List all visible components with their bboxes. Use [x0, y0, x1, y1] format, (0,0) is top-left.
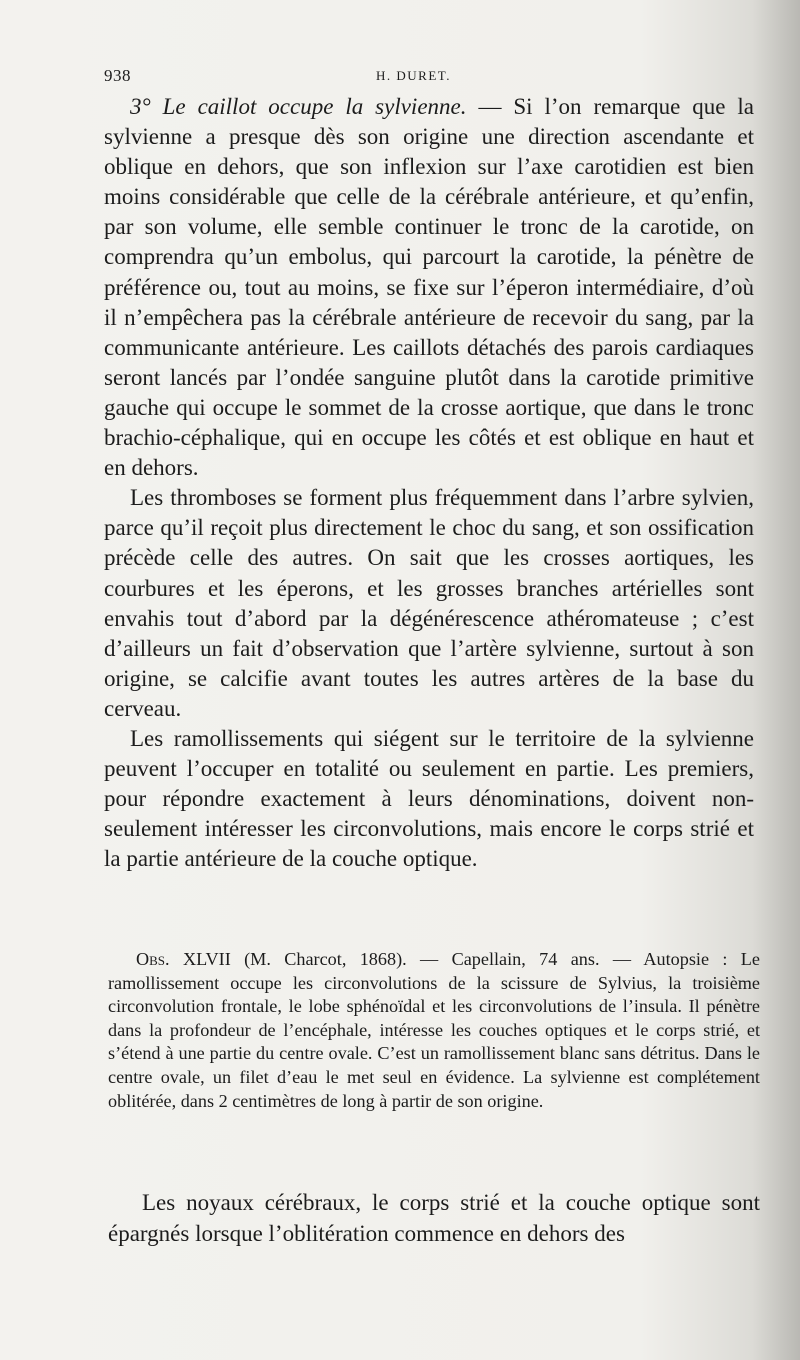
observation-note	[108, 948, 760, 1113]
final-text	[108, 1188, 760, 1249]
section-text: — Si l’on remarque que la sylvienne a presque dès son origine une direction ascendante et oblique en dehors, que son inflexion sur l’axe carotidien est bien moins considérable que celle de la cérébrale antérieure, et qu’enfin, par son volume, elle semble continuer le tronc de la carotide, on comprendra qu’un embolus, qui parcourt la carotide, la pénètre de préférence ou, tout au moins, se fixe sur l’éperon intermédiaire, d’où il n’empêchera pas la cérébrale antérieure de recevoir du sang, par la communicante antérieure. Les caillots détachés des parois cardiaques seront lancés par l’ondée sanguine plutôt dans la carotide primitive gauche qui occupe le sommet de la crosse aortique, que dans le tronc brachio-céphalique, qui en occupe les côtés et est oblique en haut et en dehors.	[104, 94, 754, 481]
main-text	[104, 92, 754, 874]
observation-text: XLVII (M. Charcot, 1868). — Capellain, 74 ans. — Autopsie : Le ramollissement occupe les circonvolutions de la scissure de Sylvius, la troisième circonvolution frontale, le lobe sphénoïdal et les circonvolutions de l’insula. Il pénètre dans la profondeur de l’encéphale, intéresse les couches optiques et le corps strié, et s’étend à une partie du centre ovale. C’est un ramollissement blanc sans détritus. Dans le centre ovale, un filet d’eau le met seul en évidence. La sylvienne est complétement oblitérée, dans 2 centimètres de long à partir de son origine.	[108, 949, 760, 1111]
paragraph-noyaux: Les noyaux cérébraux, le corps strié et la couche optique sont épargnés lorsque l’oblitération commence en dehors des	[108, 1190, 760, 1246]
paragraph-ramollissements: Les ramollissements qui siégent sur le territoire de la sylvienne peuvent l’occuper en totalité ou seulement en partie. Les premiers, pour répondre exactement à leurs dénominations, doivent non-seulement intéresser les circonvolutions, mais encore le corps strié et la partie antérieure de la couche optique.	[104, 725, 754, 872]
section-heading: 3° Le caillot occupe la sylvienne.	[130, 94, 467, 119]
running-head: H. DURET.	[376, 68, 452, 83]
section-paragraph	[104, 92, 754, 483]
observation-paragraph	[108, 948, 760, 1113]
paragraph-thromboses: Les thromboses se forment plus fréquemment dans l’arbre sylvien, parce qu’il reçoit plus directement le choc du sang, et son ossification précède celle des autres. On sait que les crosses aortiques, les courbures et les éperons, et les grosses branches artérielles sont envahis tout d’abord par la dégénérescence athéromateuse ; c’est d’ailleurs un fait d’observation que l’artère sylvienne, surtout à son origine, se calcifie avant toutes les autres artères de la base du cerveau.	[104, 485, 754, 721]
page-header	[104, 66, 764, 90]
observation-label: Obs.	[136, 949, 170, 969]
page-number: 938	[104, 66, 131, 85]
